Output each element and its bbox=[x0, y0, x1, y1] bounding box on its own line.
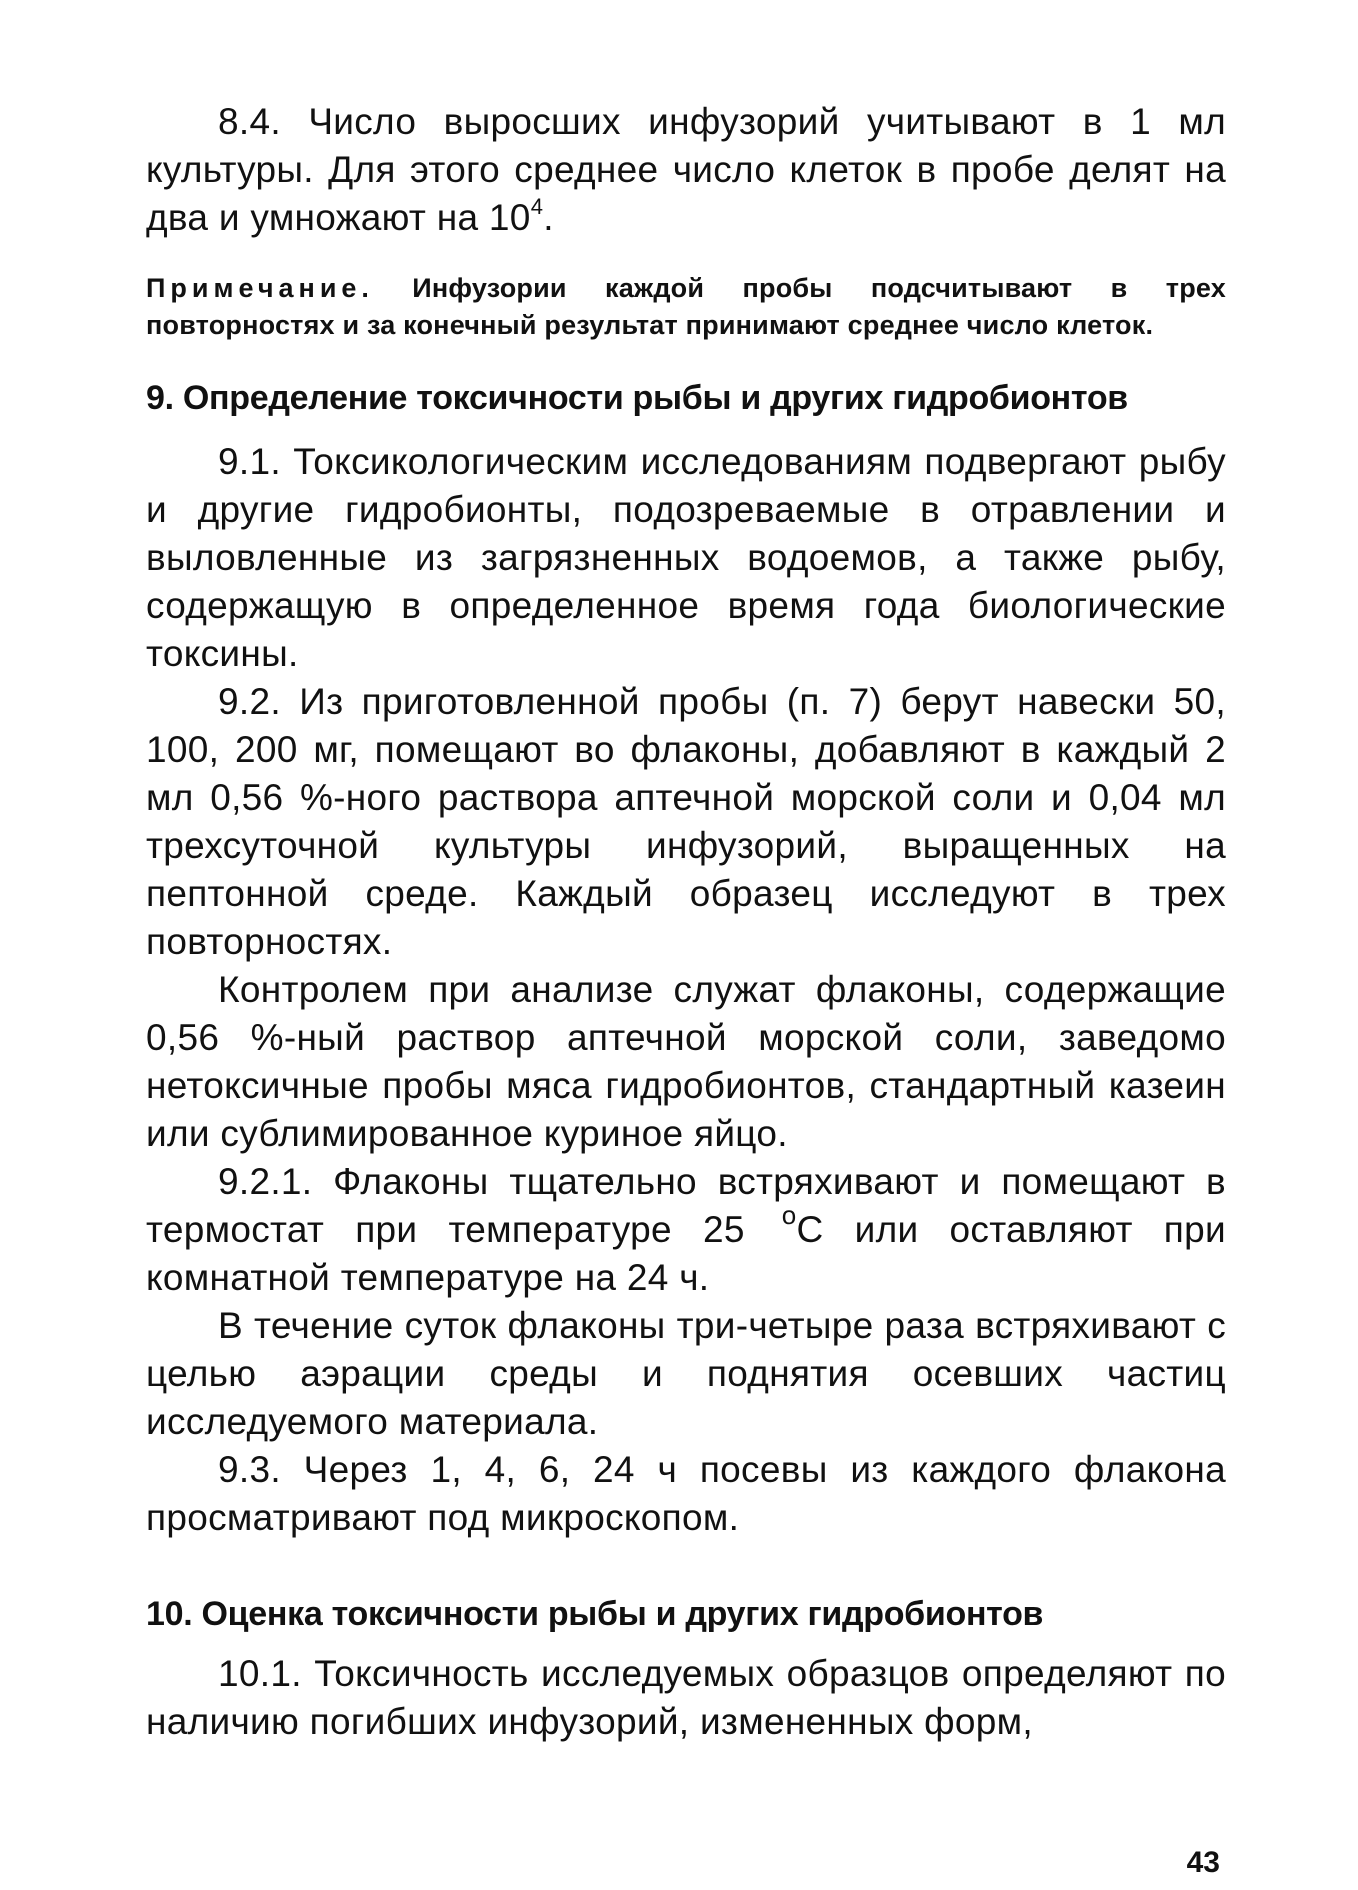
paragraph-9-2: 9.2. Из приготовленной пробы (п. 7) берут навески 50, 100, 200 мг, помещают во флаконы, добавляют в каждый 2 мл 0,56 %-ного раствора аптечной морской соли и 0,04 мл трехсуточной культуры инфузорий, выращенных на пептонной среде. Каждый образец исследуют в трех повторностях. bbox=[146, 681, 1226, 962]
paragraph-9-2-1 bbox=[146, 1158, 1226, 1302]
degree-sign: о bbox=[781, 1200, 797, 1230]
section-9-heading: 9. Определение токсичности рыбы и других гидробионтов bbox=[146, 379, 1128, 417]
paragraph-control: Контролем при анализе служат флаконы, содержащие 0,56 %-ный раствор аптечной морской соли, заведомо нетоксичные пробы мяса гидробионтов, стандартный казеин или сублимированное куриное яйцо. bbox=[146, 969, 1226, 1154]
section-10-heading: 10. Оценка токсичности рыбы и других гидробионтов bbox=[146, 1595, 1044, 1633]
paragraph-shaking: В течение суток флаконы три-четыре раза встряхивают с целью аэрации среды и поднятия осевших частиц исследуемого материала. bbox=[146, 1305, 1226, 1442]
paragraph-8-4 bbox=[146, 98, 1226, 242]
paragraph-9-2-1-start: 9.2.1. Флаконы тщательно встряхивают и помещают в термостат при температуре 25 bbox=[146, 1161, 1226, 1250]
note-text: Инфузории каждой пробы подсчитывают в трех повторностях и за конечный результат принимают среднее число клеток. bbox=[146, 273, 1226, 340]
paragraph-9-2-1-end: С или оставляют при комнатной температуре на 24 ч. bbox=[146, 1209, 1226, 1298]
paragraph-9-3: 9.3. Через 1, 4, 6, 24 ч посевы из каждого флакона просматривают под микроскопом. bbox=[146, 1449, 1226, 1538]
paragraph-8-4-end: . bbox=[543, 197, 554, 238]
exponent: 4 bbox=[530, 194, 544, 219]
paragraph-9-1: 9.1. Токсикологическим исследованиям подвергают рыбу и другие гидробионты, подозреваемые в отравлении и выловленные из загрязненных водоемов, а также рыбу, содержащую в определенное время года биологические токсины. bbox=[146, 441, 1226, 674]
page-number: 43 bbox=[1186, 1846, 1220, 1879]
page-content bbox=[146, 98, 1226, 1746]
note-label: Примечание. bbox=[146, 273, 374, 303]
note bbox=[146, 270, 1226, 344]
paragraph-8-4-text: 8.4. Число выросших инфузорий учитывают в 1 мл культуры. Для этого среднее число клеток в пробе делят на два и умножают на 10 bbox=[146, 101, 1226, 238]
paragraph-10-1: 10.1. Токсичность исследуемых образцов определяют по наличию погибших инфузорий, измененных форм, bbox=[146, 1653, 1226, 1742]
